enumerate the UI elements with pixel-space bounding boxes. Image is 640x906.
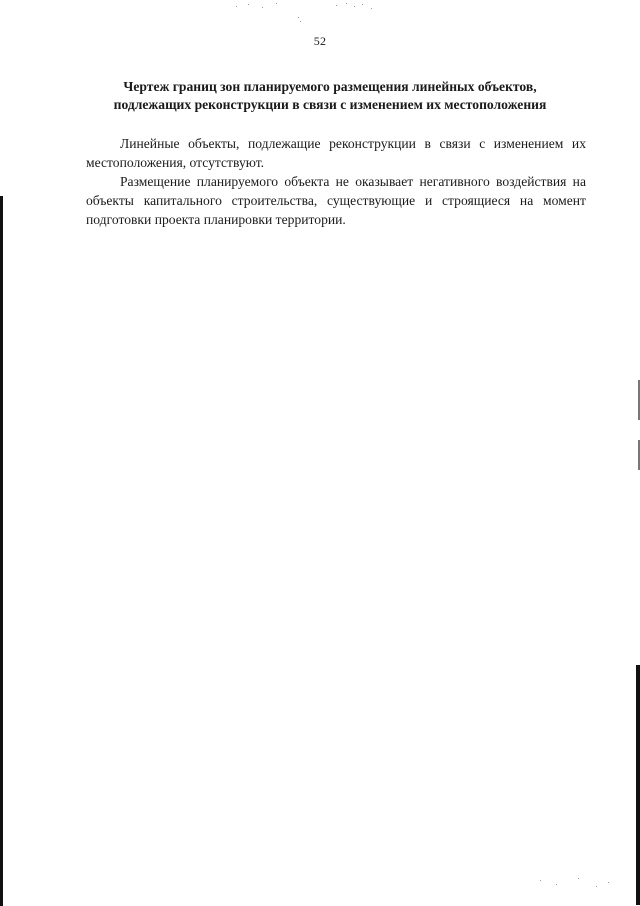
document-title-line-2: подлежащих реконструкции в связи с изменением их местоположения (113, 97, 547, 112)
scan-speckle (336, 5, 337, 6)
scan-speckle (596, 886, 597, 887)
paragraph-impact-statement: Размещение планируемого объекта не оказывает негативного воздействия на объекты капитального строительства, существующие и строящиеся на момент подготовки проекта планировки территории. (86, 174, 586, 227)
scan-speckle (248, 4, 249, 5)
scan-speckle (236, 6, 237, 7)
page-number: 52 (313, 34, 327, 48)
paragraph-linear-objects: Линейные объекты, подлежащие реконструкции в связи с изменением их местоположения, отсутствуют. (86, 136, 586, 170)
scan-speckle (362, 4, 363, 5)
document-body (86, 134, 586, 229)
scan-speckle (540, 880, 541, 881)
document-title (80, 78, 580, 114)
scan-edge-left (0, 196, 3, 906)
scan-speckle (578, 878, 579, 879)
scan-speckle (262, 7, 263, 8)
scan-speckle (556, 884, 557, 885)
scan-speckle (346, 3, 347, 4)
document-title-line-1: Чертеж границ зон планируемого размещения линейных объектов, (123, 79, 537, 94)
scan-speckle (354, 6, 355, 7)
scan-speckle (608, 882, 609, 883)
scan-speckle (300, 21, 301, 22)
scan-speckle (276, 3, 277, 4)
scan-speckle (371, 8, 372, 9)
scan-edge-right (636, 665, 640, 905)
scan-speckle (298, 17, 299, 18)
